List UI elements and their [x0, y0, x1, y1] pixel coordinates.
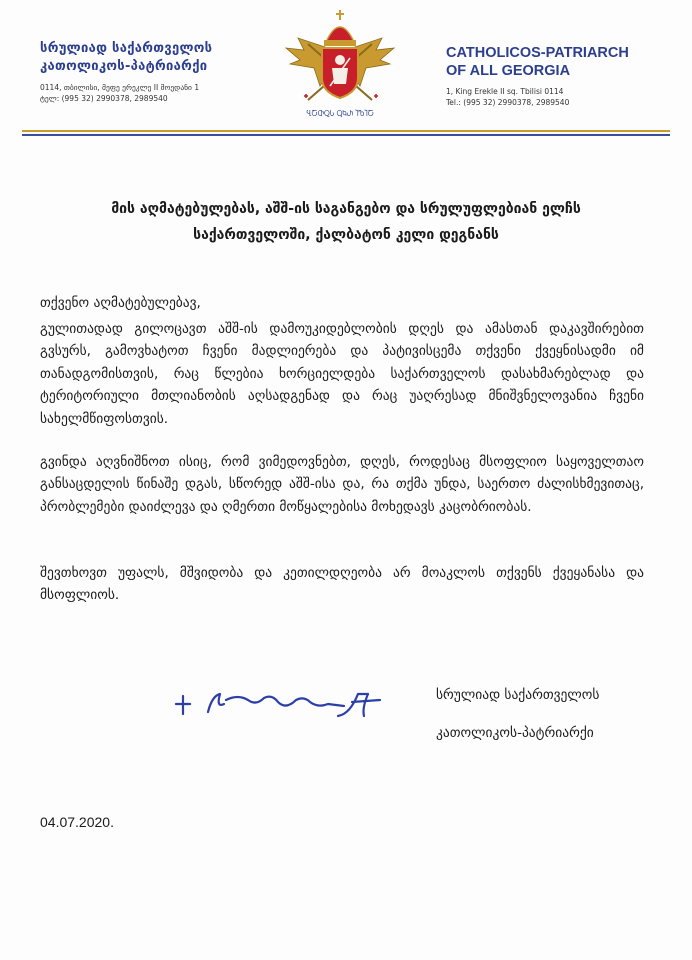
salutation: თქვენო აღმატებულებავ, — [40, 295, 201, 311]
emblem-inscription: ႡႠႧႭႱ ႳႩႰ ႨႪႨႠ — [306, 110, 374, 118]
paragraph-congratulations: გულითადად გილოცავთ აშშ-ის დამოუკიდებლობის დღეს და ამასთან დაკავშირებით გვსურს, გამოვხატოთ ჩვენი მადლიერება და პატივისცემა თქვენი ქვეყნისადმი იმ თანადგომისთვის, რაც წლებია ხორციელდება საქართველოს დასახმარებლად და ტერიტორიული მთლიანობის აღსადგენად და რაც უაღრესად მნიშვნელოვანია ჩვენი სახელმწიფოსთვის. — [40, 321, 644, 427]
letterhead-address-ka: 0114, თბილისი, მეფე ერეკლე II მოედანი 1 — [40, 83, 200, 92]
header-rule-gold — [22, 130, 670, 132]
patriarchate-emblem — [280, 8, 400, 120]
signatory-title-line2: კათოლიკოს-პატრიარქი — [436, 725, 594, 741]
letterhead-title-ka-line1: სრულიად საქართველოს — [40, 41, 213, 56]
letter-addressee — [40, 196, 652, 248]
header-rule-blue — [22, 134, 670, 136]
letterhead-address-en: 1, King Erekle II sq. Tbilisi 0114 — [446, 87, 564, 96]
letterhead-title-en-line2: OF ALL GEORGIA — [446, 63, 571, 79]
signatory-title — [436, 684, 599, 744]
handwritten-signature — [168, 674, 398, 730]
paragraph-hope: გვინდა აღვნიშნოთ ისიც, რომ ვიმედოვნებთ, დღეს, როდესაც მსოფლიო საყოველთაო განსაცდელის წინაშე დგას, სწორედ აშშ-ისა და, რა თქმა უნდა, საერთო ძალისხმევითაც, პრობლემები დაიძლევა და ღმერთი მოწყალებისა მოხედავს კაცობრიობას. — [40, 454, 644, 515]
letterhead-phone-en: Tel.: (995 32) 2990378, 2989540 — [446, 98, 570, 107]
letterhead-english — [446, 44, 666, 108]
signatory-title-line1: სრულიად საქართველოს — [436, 687, 600, 703]
letterhead-title-en-line1: CATHOLICOS-PATRIARCH — [446, 45, 629, 61]
paragraph-blessing: შევთხოვთ უფალს, მშვიდობა და კეთილდღეობა არ მოაკლოს თქვენს ქვეყანასა და მსოფლიოს. — [40, 565, 644, 604]
letterhead-title-ka-line2: კათოლიკოს-პატრიარქი — [40, 59, 208, 74]
letterhead-phone-ka: ტელ: (995 32) 2990378, 2989540 — [40, 94, 168, 103]
signature-icon — [168, 674, 398, 730]
coat-of-arms-icon — [280, 8, 400, 120]
letterhead-georgian — [40, 40, 270, 104]
letter-addressee-line1: მის აღმატებულებას, აშშ-ის საგანგებო და სრულუფლებიან ელჩს — [111, 201, 581, 217]
letter-addressee-line2: საქართველოში, ქალბატონ კელი დეგნანს — [193, 227, 499, 243]
letter-date: 04.07.2020. — [40, 814, 114, 830]
